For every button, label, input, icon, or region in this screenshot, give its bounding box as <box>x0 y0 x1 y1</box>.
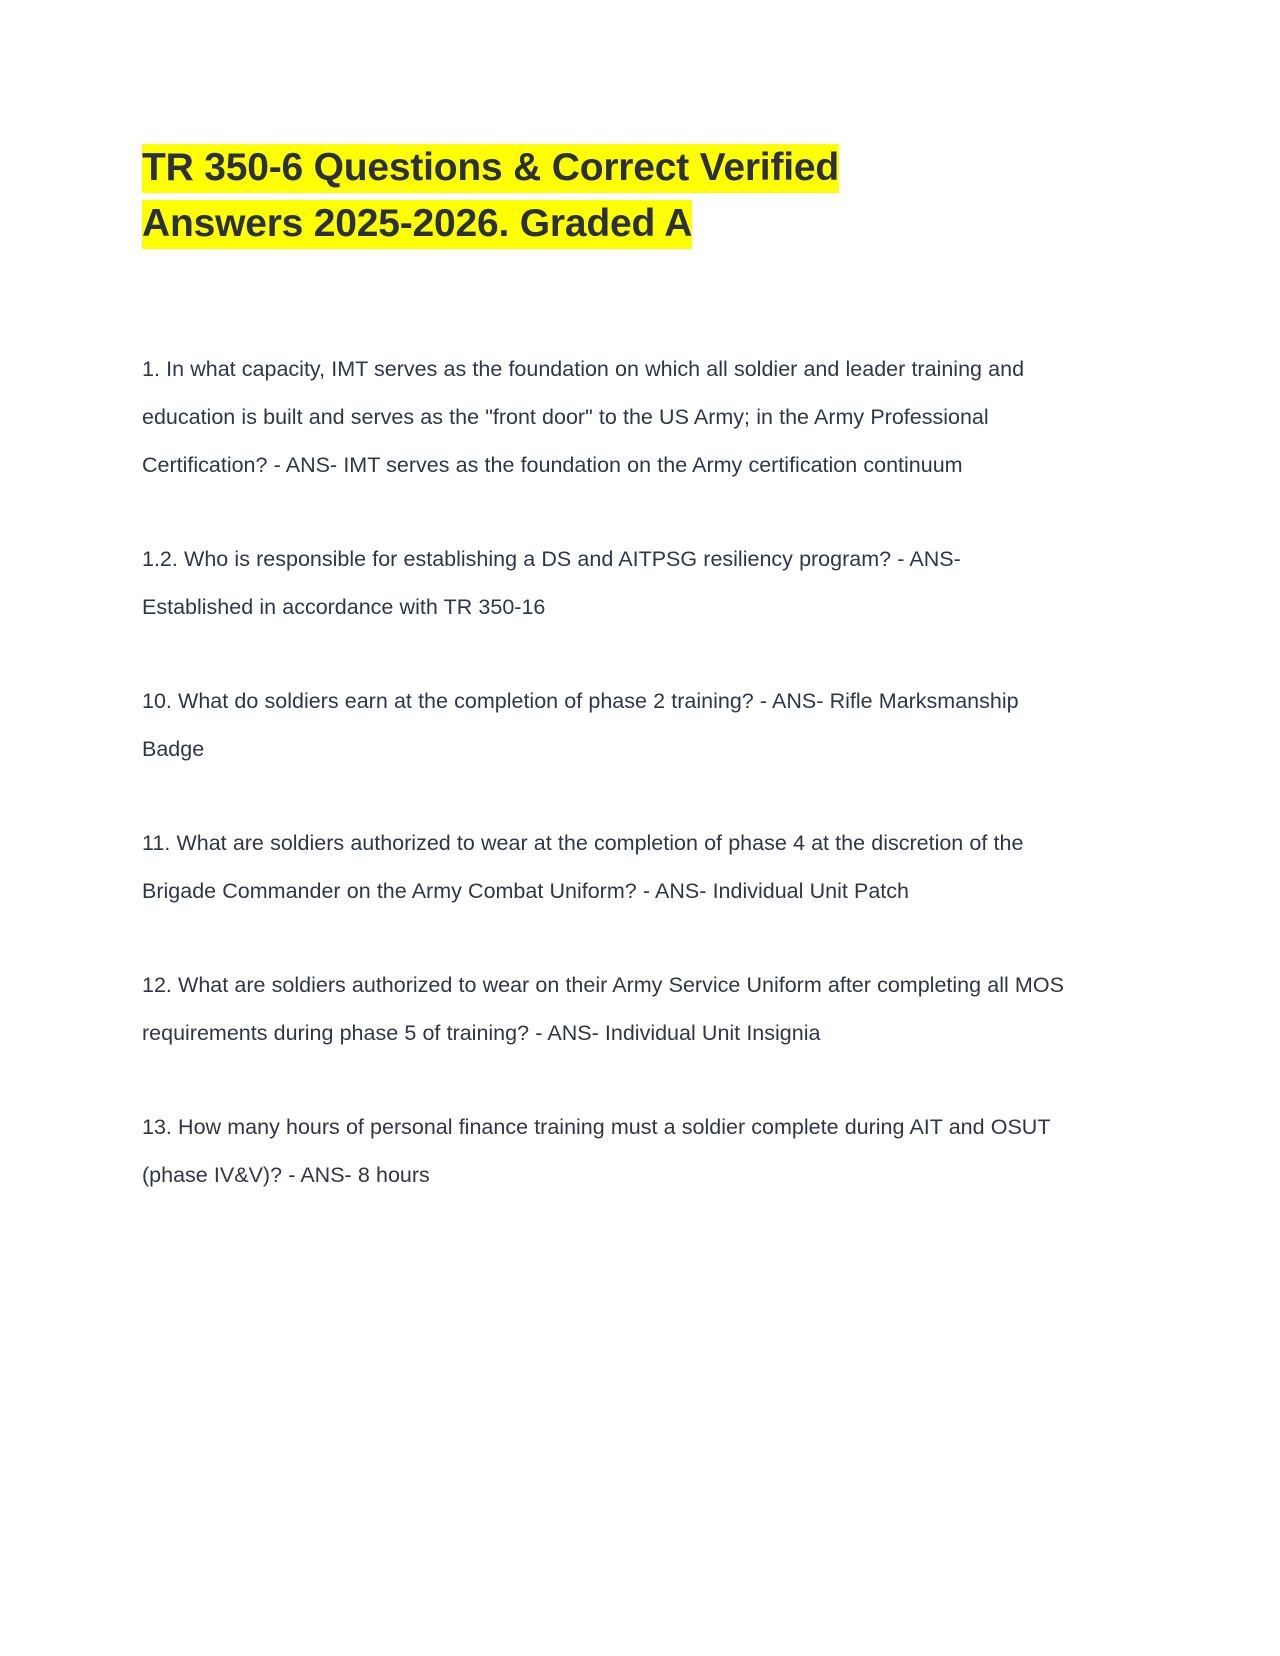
page-title-line-1: TR 350-6 Questions & Correct Verified <box>142 144 839 193</box>
qa-item-1-2: 1.2. Who is responsible for establishing a DS and AITPSG resiliency program? - ANS- Established in accordance with TR 350-16 <box>142 547 961 619</box>
page-title <box>142 140 1042 252</box>
qa-list <box>142 345 1070 1199</box>
qa-item-1: 1. In what capacity, IMT serves as the foundation on which all soldier and leader training and education is built and serves as the "front door" to the US Army; in the Army Professional Certification? - ANS- IMT serves as the foundation on the Army certification continuum <box>142 357 1025 477</box>
qa-item-10: 10. What do soldiers earn at the completion of phase 2 training? - ANS- Rifle Marksmanship Badge <box>142 689 1019 761</box>
qa-item-13: 13. How many hours of personal finance training must a soldier complete during AIT and OSUT (phase IV&V)? - ANS- 8 hours <box>142 1115 1051 1187</box>
qa-item-12: 12. What are soldiers authorized to wear on their Army Service Uniform after completing all MOS requirements during phase 5 of training? - ANS- Individual Unit Insignia <box>142 973 1064 1045</box>
page-title-line-2: Answers 2025-2026. Graded A <box>142 200 692 249</box>
qa-item-11: 11. What are soldiers authorized to wear at the completion of phase 4 at the discretion of the Brigade Commander on the Army Combat Uniform? - ANS- Individual Unit Patch <box>142 831 1024 903</box>
